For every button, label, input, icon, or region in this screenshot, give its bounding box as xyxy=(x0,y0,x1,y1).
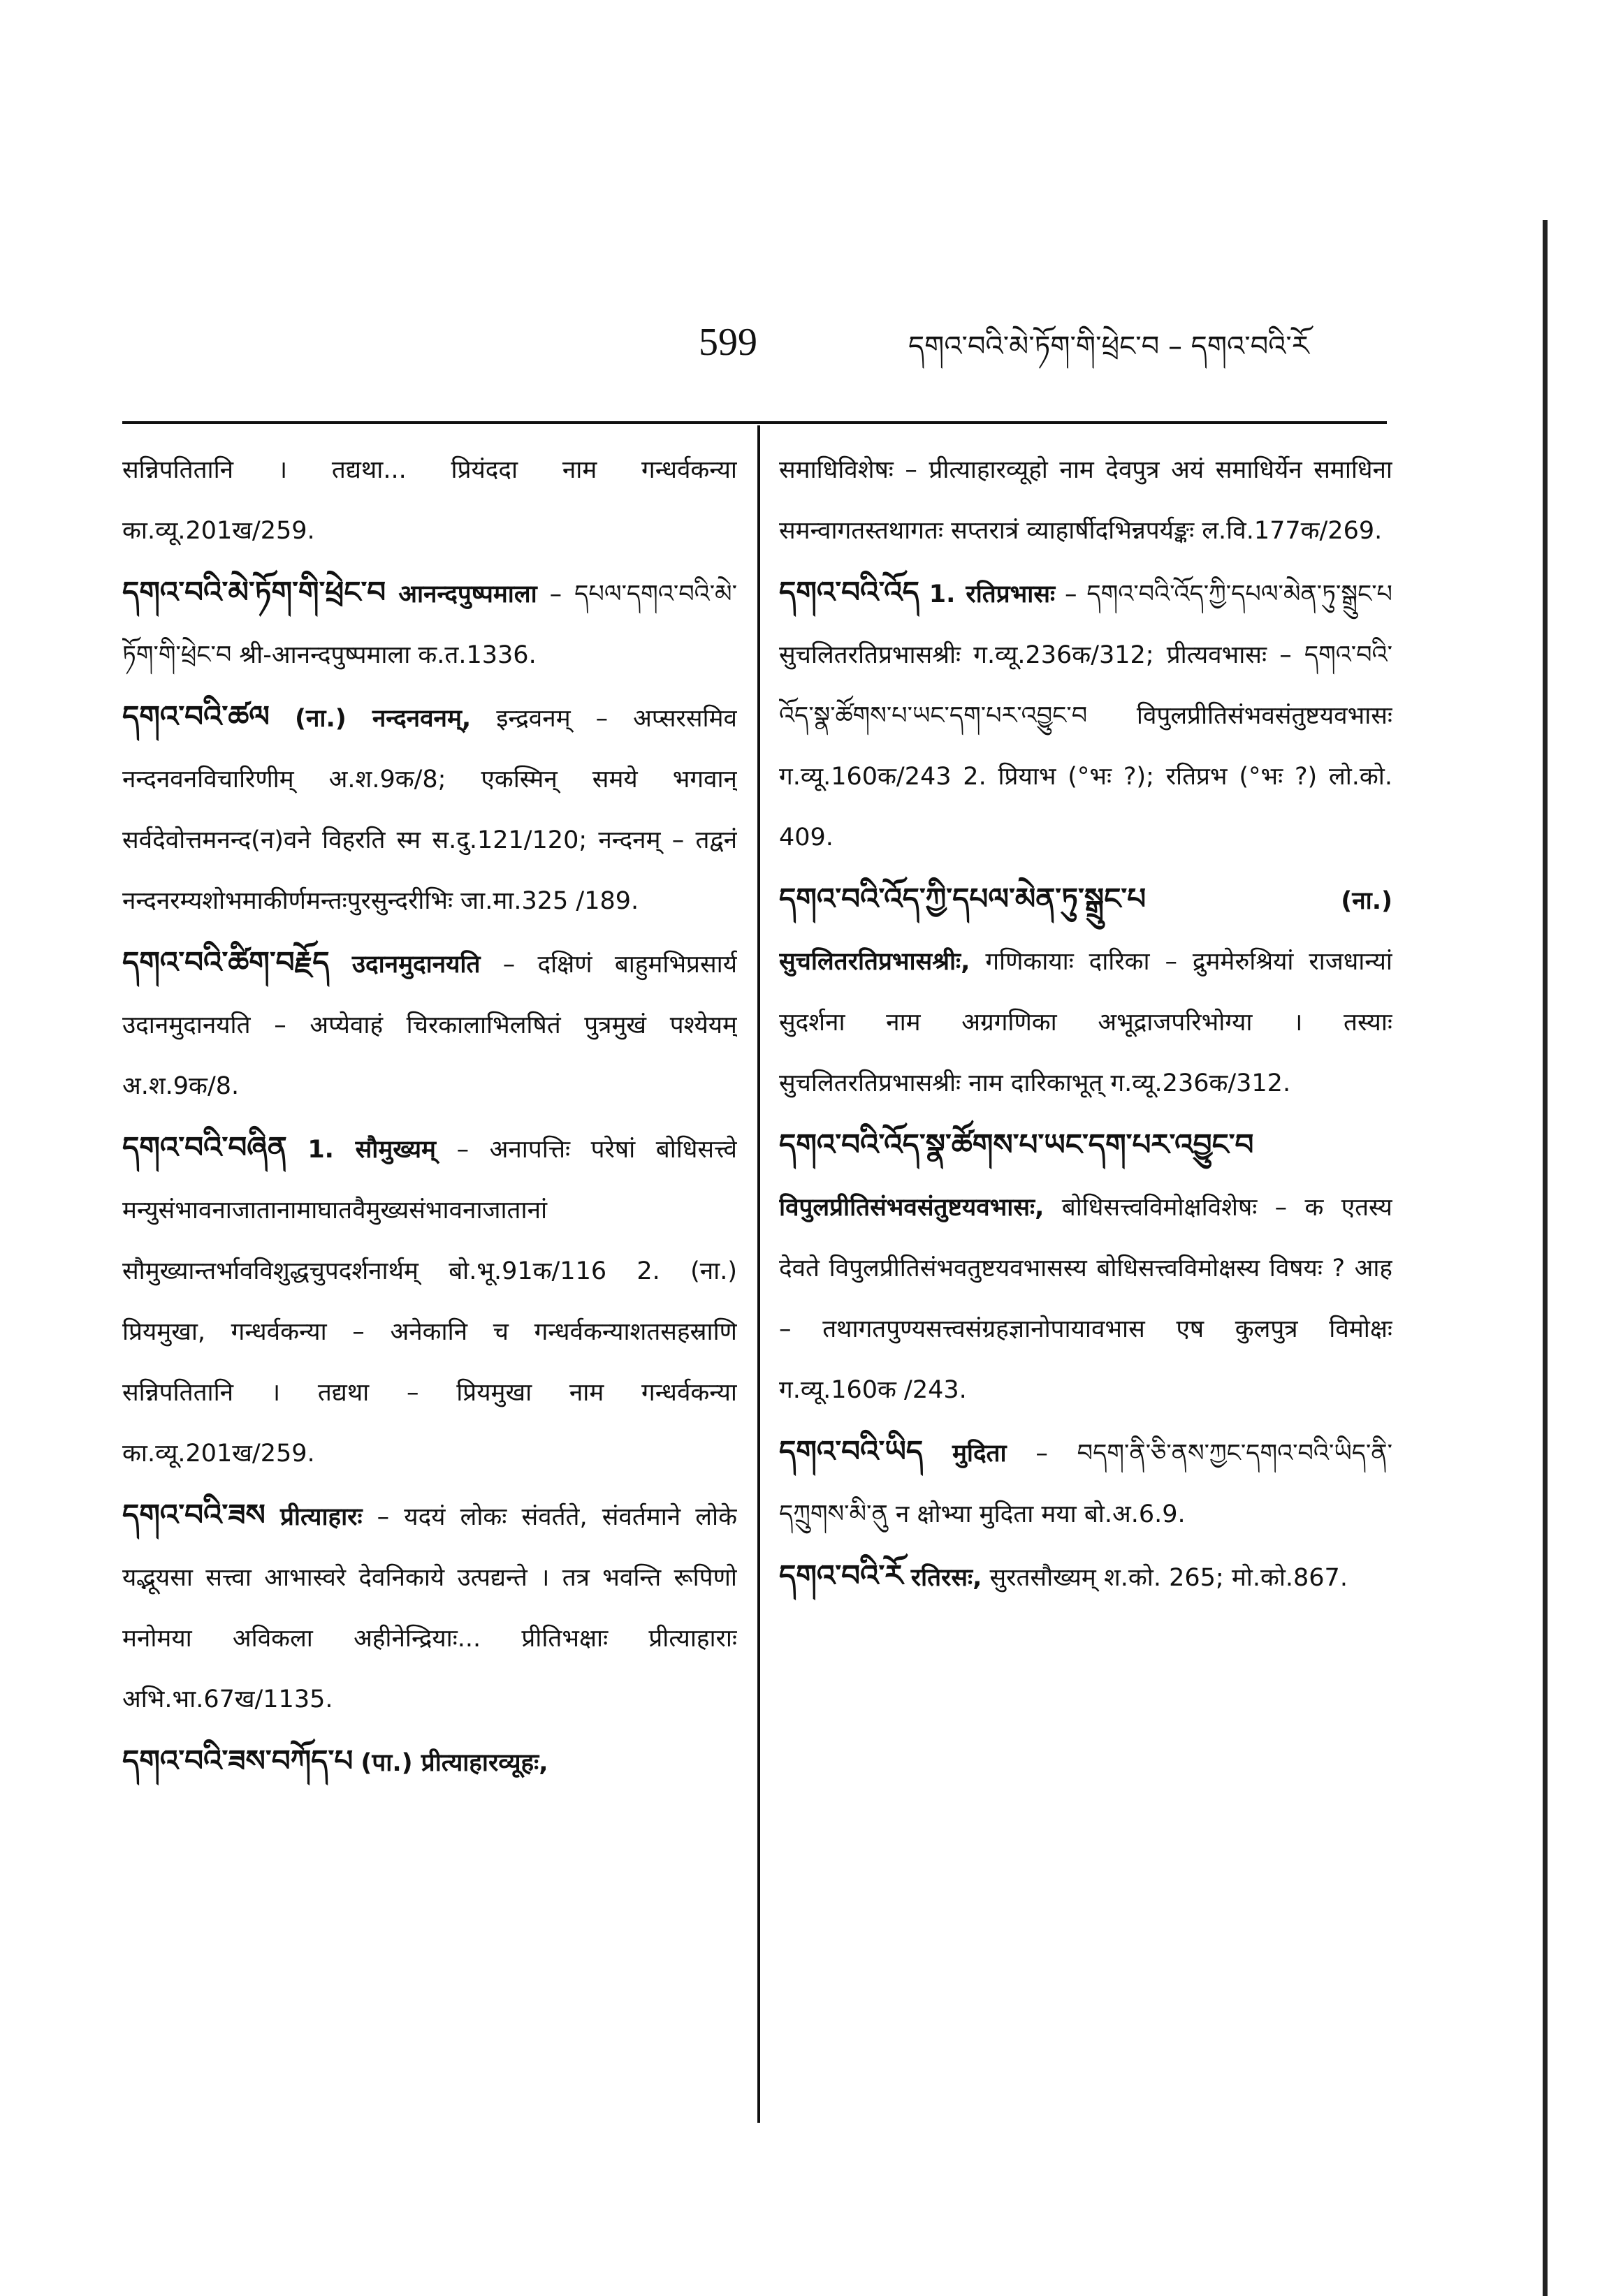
entry-text: – यदयं लोकः संवर्तते, संवर्तमाने लोके यद्भूयसा सत्त्वा आभास्वरे देवनिकाये उत्पद्यन्ते । तत्र भवन्ति रूपिणो मनोमया अविकला अहीनेन्द्रियाः... प्रीतिभक्षाः प्रीत्याहाराः अभि.भा.67ख/1135. xyxy=(122,1503,737,1713)
entry-text: – दक्षिणं बाहुमभिप्रसार्य उदानमुदानयति – अप्येवाहं चिरकालाभिलषितं पुत्रमुखं पश्येयम् अ.श.9क/8. xyxy=(122,951,737,1100)
entry-text: – དགའ་བའི་འོད་ཀྱི་དཔལ་མེན་ཏུ་སྒྲུང་པ सुचलितरतिप्रभासश्रीः ग.व्यू.236क/312; प्रीत्यवभासः – དགའ་བའི་འོད་སྣ་ཚོགས་པ་ཡང་དག་པར་འབྱུང་བ विपुलप्रीतिसंभवसंतुष्टयवभासः ग.व्यू.160क/243 2. प्रियाभ (°भः ?); रतिप्रभ (°भः ?) लो.को. 409. xyxy=(779,580,1392,851)
dictionary-entry xyxy=(122,1117,737,1484)
dictionary-entry xyxy=(779,562,1392,868)
entry-text: गणिकायाः दारिका – द्रुममेरुश्रियां राजधान्यां सुदर्शना नाम अग्रगणिका अभूद्राजपरिभोग्या । तस्याः सुचलितरतिप्रभासश्रीः नाम दारिकाभूत् ग.व्यू.236क/312. xyxy=(779,948,1392,1097)
entry-headword: དགའ་བའི་བཞིན xyxy=(122,1130,287,1164)
dictionary-entry xyxy=(122,932,737,1117)
right-column xyxy=(779,440,1392,1977)
header-rule xyxy=(122,421,1387,424)
dictionary-entry xyxy=(122,686,737,932)
entry-text: समाधिविशेषः – प्रीत्याहारव्यूहो नाम देवपुत्र अयं समाधिर्येन समाधिना समन्वागतस्तथागतः सप्तरात्रं व्याहार्षीदभिन्नपर्यङ्कः ल.वि.177क/269. xyxy=(779,456,1392,545)
entry-equivalent: रतिरसः, xyxy=(910,1564,982,1592)
entry-headword: དགའ་བའི་འོད xyxy=(779,575,919,609)
left-column xyxy=(122,440,737,2151)
dictionary-entry xyxy=(122,1484,737,1730)
dictionary-entry xyxy=(779,440,1392,562)
entry-text: इन्द्रवनम् – अप्सरसमिव नन्दनवनविचारिणीम् अ.श.9क/8; एकस्मिन् समये भगवान् सर्वदेवोत्तमनन्द(न)वने विहरति स्म स.दु.121/120; नन्दनम् – तद्वनं नन्दनरम्यशोभमाकीर्णमन्तःपुरसुन्दरीभिः जा.मा.325 /189. xyxy=(122,705,737,915)
entry-headword: དགའ་བའི་འོད་སྣ་ཚོགས་པ་ཡང་དག་པར་འབྱུང་བ xyxy=(779,1127,1254,1162)
entry-headword: དགའ་བའི་ཚིག་བརྗོད xyxy=(122,945,330,979)
entry-equivalent: प्रीत्याहारः xyxy=(280,1503,363,1531)
dictionary-entry xyxy=(122,1730,737,1794)
running-head: དགའ་བའི་མེ་ཏོག་གི་ཕྲེང་བ – དགའ་བའི་རོ xyxy=(908,330,1309,363)
dictionary-entry xyxy=(779,1421,1392,1545)
entry-text: – अनापत्तिः परेषां बोधिसत्त्वे मन्युसंभावनाजातानामाघातवैमुख्यसंभावनाजातानां सौमुख्यान्तर्भावविशुद्धचुपदर्शनार्थम् बो.भू.91क/116 2. (ना.) प्रियमुखा, गन्धर्वकन्या – अनेकानि च गन्धर्वकन्याशतसहस्राणि सन्निपतितानि । तद्यथा – प्रियमुखा नाम गन्धर्वकन्या का.व्यू.201ख/259. xyxy=(122,1136,737,1468)
entry-text: – བདག་ནི་ཅི་ནས་ཀྱང་དགའ་བའི་ཡིད་ནི་དཀྲུགས་མི་ནུ न क्षोभ्या मुदिता मया बो.अ.6.9. xyxy=(779,1440,1392,1528)
dictionary-entry xyxy=(122,440,737,562)
dictionary-entry xyxy=(779,868,1392,1114)
dictionary-entry xyxy=(122,562,737,686)
entry-text: सन्निपतितानि । तद्यथा... प्रियंददा नाम गन्धर्वकन्या का.व्यू.201ख/259. xyxy=(122,456,737,545)
entry-equivalent: मुदिता xyxy=(952,1440,1007,1468)
entry-text: सुरतसौख्यम् श.को. 265; मो.को.867. xyxy=(989,1564,1348,1592)
entry-text: – དཔལ་དགའ་བའི་མེ་ཏོག་གི་ཕྲེང་བ श्री-आनन्दपुष्पमाला क.त.1336. xyxy=(122,580,737,669)
entry-equivalent: आनन्दपुष्पमाला xyxy=(398,580,537,608)
entry-equivalent: (ना.) नन्दनवनम्, xyxy=(294,705,472,733)
entry-headword: དགའ་བའི་ཡིད xyxy=(779,1434,924,1468)
dictionary-entry xyxy=(779,1114,1392,1421)
entry-equivalent: 1. सौमुख्यम् xyxy=(307,1136,436,1164)
page-number: 599 xyxy=(699,321,757,364)
entry-equivalent: 1. रतिप्रभासः xyxy=(929,580,1056,608)
entry-equivalent: (ना.) सुचलितरतिप्रभासश्रीः, xyxy=(779,887,1392,976)
entry-equivalent: उदानमुदानयति xyxy=(351,951,481,979)
page-edge-line xyxy=(1543,220,1548,2296)
entry-text: बोधिसत्त्वविमोक्षविशेषः – क एतस्य देवते विपुलप्रीतिसंभवतुष्टयवभासस्य बोधिसत्त्वविमोक्षस्य विषयः ? आह – तथागतपुण्यसत्त्वसंग्रहज्ञानोपायावभास एष कुलपुत्र विमोक्षः ग.व्यू.160क /243. xyxy=(779,1194,1392,1404)
column-divider xyxy=(757,425,760,2123)
entry-headword: དགའ་བའི་ཚལ xyxy=(122,699,270,733)
entry-headword: དགའ་བའི་རོ xyxy=(779,1558,903,1593)
dictionary-entry xyxy=(779,1545,1392,1609)
entry-headword: དགའ་བའི་ཟས་བཀོད་པ xyxy=(122,1743,354,1778)
entry-headword: དགའ་བའི་འོད་ཀྱི་དཔལ་མེན་ཏུ་སྒྲུང་པ xyxy=(779,882,1147,916)
entry-equivalent: (पा.) प्रीत्याहारव्यूहः, xyxy=(361,1749,548,1777)
entry-headword: དགའ་བའི་ཟས xyxy=(122,1498,265,1532)
entry-headword: དགའ་བའི་མེ་ཏོག་གི་ཕྲེང་བ xyxy=(122,575,386,609)
entry-equivalent: विपुलप्रीतिसंभवसंतुष्टयवभासः, xyxy=(779,1194,1045,1222)
